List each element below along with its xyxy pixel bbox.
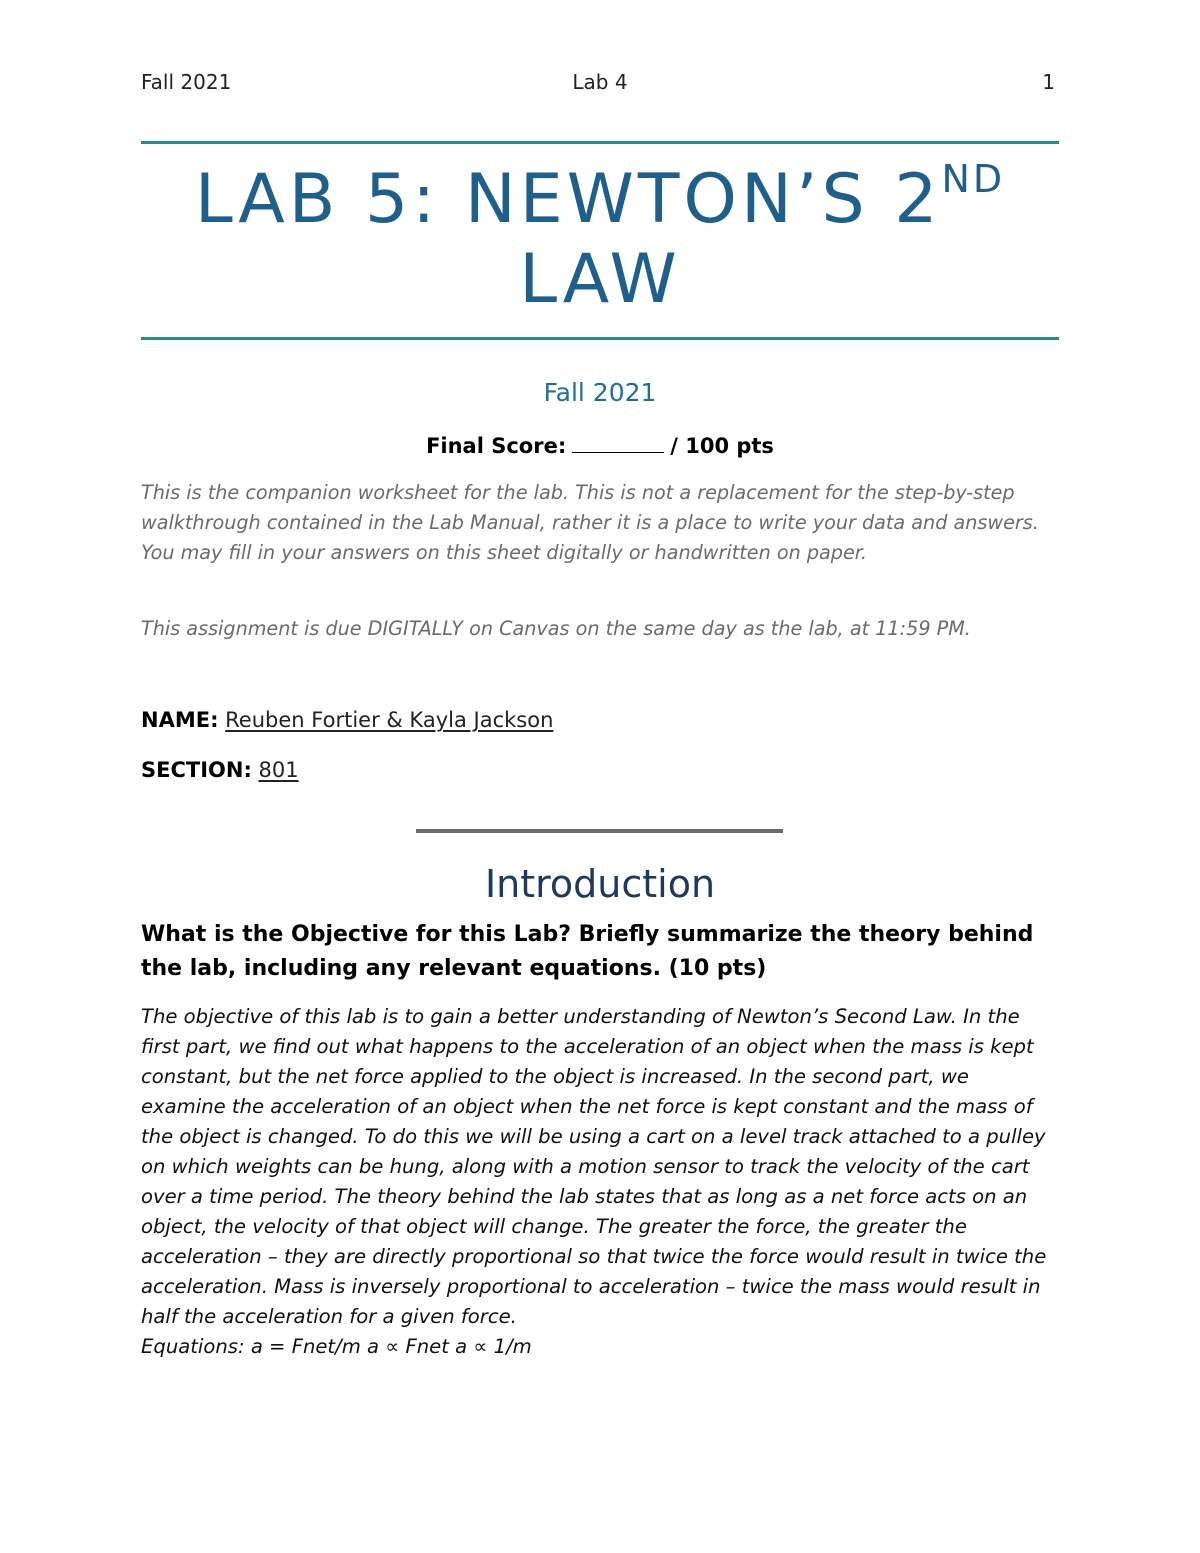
introduction-heading: Introduction xyxy=(484,862,716,906)
header-center-text: Lab 4 xyxy=(572,70,628,94)
due-date-text: This assignment is due DIGITALLY on Canvas on the same day as the lab, at 11:59 PM. xyxy=(141,617,971,640)
title-bottom-rule xyxy=(141,337,1059,340)
title-line2: LAW xyxy=(519,240,681,319)
title-main: LAB 5: NEWTON’S 2 xyxy=(194,160,942,239)
answer-text: The objective of this lab is to gain a better understanding of Newton’s Second Law. In the first part, we find out what happens to the acceleration of an object when the mass is kept constant, but the net force applied to the object is increased. In the second part, we examine the acceleration of an object when the net force is kept constant and the mass of the object is changed. To do this we will be using a cart on a level track attached to a pulley on which weights can be hung, along with a motion sensor to track the velocity of the cart over a time period. The theory behind the lab states that as long as a net force acts on an object, the velocity of that object will change. The greater the force, the greater the acceleration – they are directly proportional so that twice the force would result in twice the acceleration. Mass is inversely proportional to acceleration – twice the mass would result in half the acceleration for a given force. xyxy=(141,1005,1047,1328)
equations-text: Equations: a = Fnet/m a ∝ Fnet a ∝ 1/m xyxy=(141,1335,532,1358)
instructions-text: This is the companion worksheet for the lab. This is not a replacement for the step-by-step walkthrough contained in the Lab Manual, rather it is a place to write your data and answers. You may fill in your answers on this sheet digitally or handwritten on paper. xyxy=(141,481,1039,564)
final-score-blank[interactable] xyxy=(572,432,664,453)
final-score-label: Final Score: xyxy=(426,434,567,458)
name-label: NAME: xyxy=(141,708,219,732)
header-left-text: Fall 2021 xyxy=(141,70,232,94)
name-value[interactable]: Reuben Fortier & Kayla Jackson xyxy=(225,708,554,732)
objective-question: What is the Objective for this Lab? Briefly summarize the theory behind the lab, including any relevant equations. (10 pts) xyxy=(141,922,1034,981)
final-score-suffix: / 100 pts xyxy=(670,434,774,458)
title-top-rule xyxy=(141,141,1059,144)
objective-answer[interactable] xyxy=(141,1002,1059,1362)
section-label: SECTION: xyxy=(141,758,252,782)
name-field xyxy=(141,705,553,735)
page-header xyxy=(141,70,1059,100)
term-subtitle: Fall 2021 xyxy=(543,378,657,407)
title-superscript: ND xyxy=(941,157,1006,201)
section-value[interactable]: 801 xyxy=(258,758,299,782)
section-divider xyxy=(416,829,783,833)
section-field xyxy=(141,755,299,785)
page-number: 1 xyxy=(1042,70,1055,94)
final-score-line xyxy=(141,432,1059,458)
document-title xyxy=(141,157,1059,320)
